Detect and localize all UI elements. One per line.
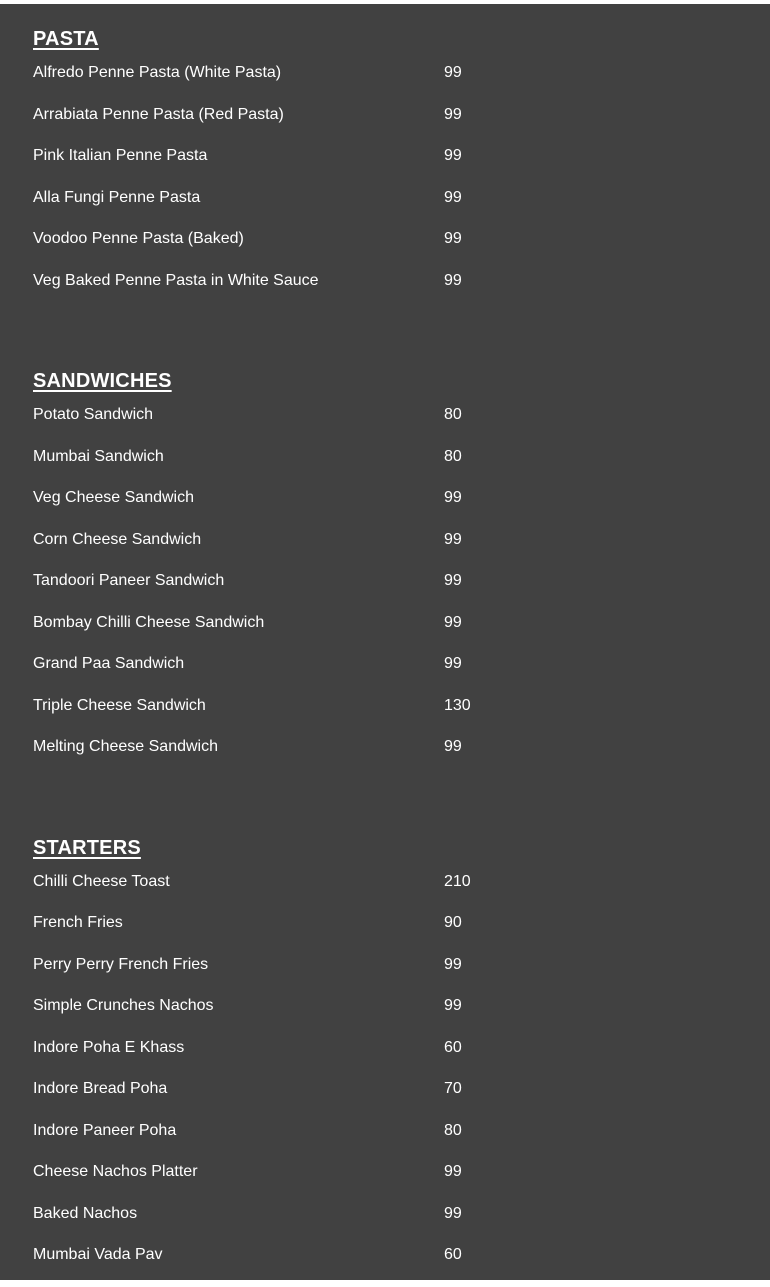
item-name: Alfredo Penne Pasta (White Pasta)	[33, 64, 282, 81]
item-name: Tandoori Paneer Sandwich	[33, 572, 225, 589]
menu-item	[33, 488, 770, 530]
item-name: Mumbai Vada Pav	[33, 1246, 163, 1263]
menu-item	[33, 696, 770, 738]
item-price: 60	[444, 1038, 462, 1056]
item-price: 130	[444, 696, 471, 714]
item-price: 99	[444, 997, 462, 1014]
item-name: Melting Cheese Sandwich	[33, 738, 218, 755]
menu-item	[33, 447, 770, 489]
item-name: Veg Baked Penne Pasta in White Sauce	[33, 271, 319, 289]
item-name: Corn Cheese Sandwich	[33, 530, 202, 548]
menu-item	[33, 63, 770, 105]
item-price: 99	[444, 1163, 462, 1180]
menu-item	[33, 1204, 770, 1246]
item-price: 99	[444, 1204, 462, 1222]
item-name: Pink Italian Penne Pasta	[33, 147, 208, 164]
menu-item	[33, 1245, 770, 1287]
item-price: 99	[444, 738, 462, 755]
item-price: 99	[444, 655, 462, 672]
menu-page	[0, 4, 770, 1280]
menu-item	[33, 913, 770, 955]
section-title-pasta: PASTA	[33, 28, 99, 50]
menu-item	[33, 955, 770, 997]
menu-item	[33, 1162, 770, 1204]
menu-item	[33, 654, 770, 696]
item-name: Mumbai Sandwich	[33, 447, 164, 465]
menu-item	[33, 571, 770, 613]
item-price: 80	[444, 447, 462, 465]
item-price: 99	[444, 955, 462, 973]
item-name: Indore Poha E Khass	[33, 1038, 185, 1056]
item-name: Triple Cheese Sandwich	[33, 696, 206, 714]
item-price: 99	[444, 489, 462, 506]
item-price: 99	[444, 105, 462, 123]
section-title-starters: STARTERS	[33, 836, 141, 859]
item-name: Perry Perry French Fries	[33, 955, 209, 973]
menu-item	[33, 613, 770, 655]
item-name: Grand Paa Sandwich	[33, 655, 185, 672]
item-price: 99	[444, 188, 462, 206]
item-name: Alla Fungi Penne Pasta	[33, 188, 201, 206]
item-price: 90	[444, 914, 462, 931]
item-name: Potato Sandwich	[33, 406, 154, 423]
item-price: 99	[444, 64, 462, 81]
menu-item	[33, 530, 770, 572]
section-sandwiches	[33, 370, 770, 779]
menu-item	[33, 146, 770, 188]
menu-item	[33, 229, 770, 271]
item-name: Simple Crunches Nachos	[33, 997, 214, 1014]
item-price: 99	[444, 613, 462, 631]
menu-item	[33, 996, 770, 1038]
section-starters	[33, 837, 770, 1287]
item-price: 99	[444, 530, 462, 548]
menu-item	[33, 1079, 770, 1121]
item-name: Bombay Chilli Cheese Sandwich	[33, 613, 265, 631]
item-price: 80	[444, 406, 462, 423]
menu-item	[33, 105, 770, 147]
item-price: 60	[444, 1246, 462, 1263]
section-title-sandwiches: SANDWICHES	[33, 370, 172, 392]
menu-item	[33, 872, 770, 914]
item-price: 210	[444, 872, 471, 890]
item-name: Veg Cheese Sandwich	[33, 489, 194, 506]
item-name: French Fries	[33, 914, 123, 931]
item-price: 80	[444, 1121, 462, 1139]
menu-item	[33, 271, 770, 313]
menu-item	[33, 1038, 770, 1080]
menu-item	[33, 405, 770, 447]
item-price: 99	[444, 572, 462, 589]
menu-item	[33, 1121, 770, 1163]
item-price: 70	[444, 1080, 462, 1097]
item-name: Voodoo Penne Pasta (Baked)	[33, 230, 244, 247]
item-price: 99	[444, 230, 462, 247]
menu-item	[33, 737, 770, 779]
item-price: 99	[444, 271, 462, 289]
item-name: Indore Paneer Poha	[33, 1121, 177, 1139]
item-name: Baked Nachos	[33, 1204, 138, 1222]
item-name: Cheese Nachos Platter	[33, 1163, 198, 1180]
item-name: Arrabiata Penne Pasta (Red Pasta)	[33, 105, 284, 123]
item-price: 99	[444, 147, 462, 164]
section-pasta	[33, 28, 770, 312]
item-name: Indore Bread Poha	[33, 1080, 168, 1097]
menu-item	[33, 188, 770, 230]
item-name: Chilli Cheese Toast	[33, 872, 170, 890]
